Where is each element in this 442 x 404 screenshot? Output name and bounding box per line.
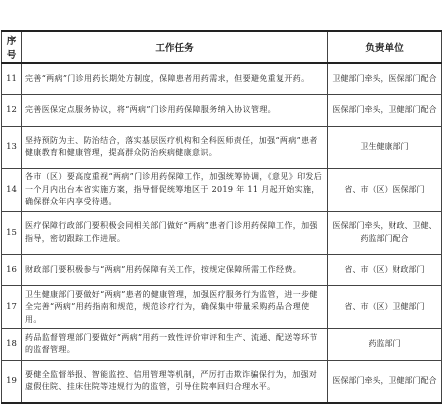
row-unit: 药监部门 <box>328 329 442 361</box>
row-task: 要健全监督举报、智能监控、信用管理等机制，严厉打击欺诈骗保行为，加强对虚假住院、挂床住院等违规行为的监管，引导住院率回归合理水平。 <box>22 360 328 403</box>
table-row <box>2 212 442 255</box>
row-unit: 省、市（区）医保部门 <box>328 169 442 212</box>
row-task: 药品监督管理部门要做好“两病”用药一致性评价审评和生产、流通、配送等环节的监督管理。 <box>22 329 328 361</box>
row-number: 14 <box>2 169 22 212</box>
row-task: 卫生健康部门要做好“两病”患者的健康管理，加强医疗服务行为监管，进一步健全完善“两病”用药指南和规范，规范诊疗行为，确保集中带量采购药品合理使用。 <box>22 286 328 329</box>
row-number: 13 <box>2 126 22 169</box>
row-task: 各市（区）要高度重视“两病”门诊用药保障工作，加强统筹协调，《意见》印发后一个月内出台本省实施方案，指导督促统筹地区于 2019 年 11 月起开始实施，确保群众年内享受待遇。 <box>22 169 328 212</box>
header-row <box>2 31 442 63</box>
table-row <box>2 169 442 212</box>
row-task: 财政部门要积极参与“两病”用药保障有关工作，按规定保障所需工作经费。 <box>22 254 328 286</box>
row-number: 18 <box>2 329 22 361</box>
table-row <box>2 286 442 329</box>
row-unit: 省、市（区）卫健部门 <box>328 286 442 329</box>
row-number: 12 <box>2 95 22 127</box>
row-task: 完善“两病”门诊用药长期处方制度，保障患者用药需求，但要避免重复开药。 <box>22 63 328 95</box>
table-header <box>2 31 442 63</box>
row-unit: 卫生健康部门 <box>328 126 442 169</box>
row-unit: 省、市（区）财政部门 <box>328 254 442 286</box>
table-row <box>2 254 442 286</box>
task-table <box>1 30 442 404</box>
row-number: 17 <box>2 286 22 329</box>
row-unit: 卫健部门牵头，医保部门配合 <box>328 63 442 95</box>
row-unit: 医保部门牵头，财政、卫健、药监部门配合 <box>328 212 442 255</box>
table-row <box>2 126 442 169</box>
table-row <box>2 95 442 127</box>
row-number: 16 <box>2 254 22 286</box>
header-no: 序号 <box>2 31 22 63</box>
row-task: 坚持预防为主、防治结合，落实基层医疗机构和全科医师责任，加强“两病”患者健康教育和健康管理，提高群众防治疾病健康意识。 <box>22 126 328 169</box>
header-task: 工作任务 <box>22 31 328 63</box>
header-unit: 负责单位 <box>328 31 442 63</box>
row-unit: 医保部门牵头，卫健部门配合 <box>328 360 442 403</box>
table-row <box>2 329 442 361</box>
row-task: 完善医保定点服务协议，将“两病”门诊用药保障服务纳入协议管理。 <box>22 95 328 127</box>
table-row <box>2 360 442 403</box>
row-number: 11 <box>2 63 22 95</box>
row-number: 15 <box>2 212 22 255</box>
row-task: 医疗保障行政部门要积极会同相关部门做好“两病”患者门诊用药保障工作，加强指导，密切跟踪工作进展。 <box>22 212 328 255</box>
row-number: 19 <box>2 360 22 403</box>
row-unit: 医保部门牵头，卫健部门配合 <box>328 95 442 127</box>
table-body <box>2 63 442 403</box>
table-row <box>2 63 442 95</box>
